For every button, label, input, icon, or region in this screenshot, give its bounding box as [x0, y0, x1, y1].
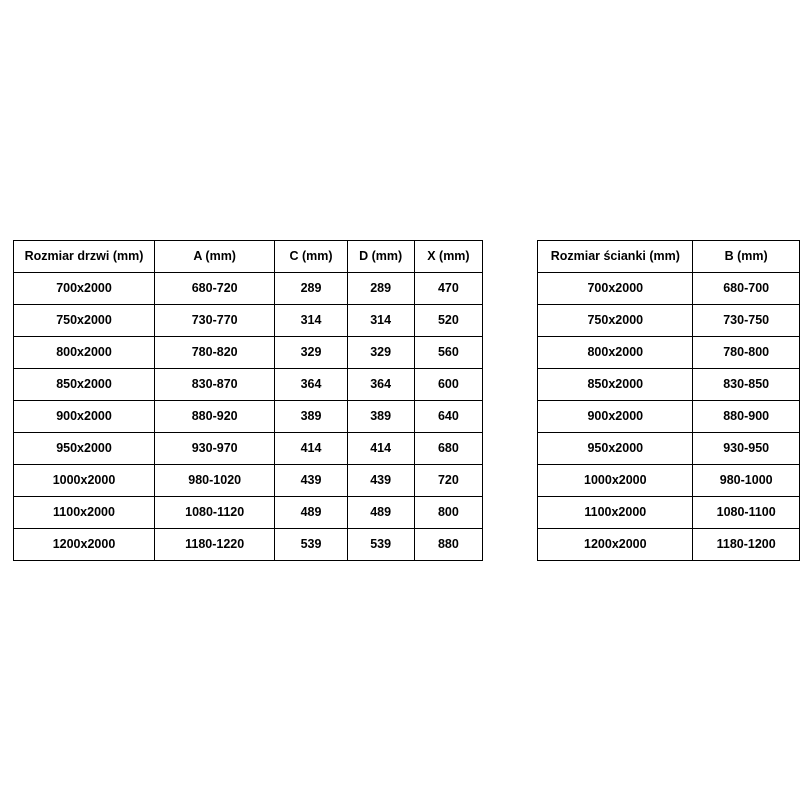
table-row [14, 369, 483, 401]
cell-b: 980-1000 [693, 465, 800, 497]
column-header-d: D (mm) [347, 241, 414, 273]
cell-door-size: 800x2000 [14, 337, 155, 369]
cell-wall-size: 700x2000 [538, 273, 693, 305]
cell-wall-size: 900x2000 [538, 401, 693, 433]
table-row [538, 337, 800, 369]
cell-a: 830-870 [155, 369, 275, 401]
cell-a: 1080-1120 [155, 497, 275, 529]
wall-dimension-table [537, 240, 800, 561]
cell-c: 364 [275, 369, 347, 401]
cell-d: 329 [347, 337, 414, 369]
cell-c: 489 [275, 497, 347, 529]
cell-a: 980-1020 [155, 465, 275, 497]
table-row [538, 433, 800, 465]
column-header-door-size: Rozmiar drzwi (mm) [14, 241, 155, 273]
table-row [14, 273, 483, 305]
cell-c: 439 [275, 465, 347, 497]
cell-b: 1080-1100 [693, 497, 800, 529]
cell-wall-size: 1100x2000 [538, 497, 693, 529]
cell-a: 1180-1220 [155, 529, 275, 561]
cell-wall-size: 950x2000 [538, 433, 693, 465]
table-row [538, 273, 800, 305]
cell-b: 830-850 [693, 369, 800, 401]
table-row [14, 401, 483, 433]
table-header-row [14, 241, 483, 273]
cell-door-size: 1000x2000 [14, 465, 155, 497]
cell-b: 680-700 [693, 273, 800, 305]
cell-c: 329 [275, 337, 347, 369]
cell-x: 680 [414, 433, 483, 465]
cell-wall-size: 1200x2000 [538, 529, 693, 561]
doors-dimension-table-block [13, 240, 483, 561]
doors-dimension-table [13, 240, 483, 561]
cell-d: 439 [347, 465, 414, 497]
cell-x: 640 [414, 401, 483, 433]
cell-door-size: 700x2000 [14, 273, 155, 305]
column-header-b: B (mm) [693, 241, 800, 273]
cell-x: 600 [414, 369, 483, 401]
wall-dimension-table-block [537, 240, 800, 561]
cell-c: 414 [275, 433, 347, 465]
cell-door-size: 850x2000 [14, 369, 155, 401]
table-row [538, 305, 800, 337]
cell-a: 930-970 [155, 433, 275, 465]
cell-c: 314 [275, 305, 347, 337]
cell-c: 539 [275, 529, 347, 561]
cell-d: 389 [347, 401, 414, 433]
cell-door-size: 950x2000 [14, 433, 155, 465]
column-header-a: A (mm) [155, 241, 275, 273]
cell-a: 680-720 [155, 273, 275, 305]
cell-d: 414 [347, 433, 414, 465]
cell-b: 1180-1200 [693, 529, 800, 561]
column-header-x: X (mm) [414, 241, 483, 273]
cell-x: 560 [414, 337, 483, 369]
cell-b: 880-900 [693, 401, 800, 433]
column-header-wall-size: Rozmiar ścianki (mm) [538, 241, 693, 273]
cell-wall-size: 800x2000 [538, 337, 693, 369]
cell-x: 720 [414, 465, 483, 497]
table-row [538, 369, 800, 401]
table-row [538, 529, 800, 561]
table-row [538, 497, 800, 529]
cell-x: 880 [414, 529, 483, 561]
table-row [14, 529, 483, 561]
cell-door-size: 1200x2000 [14, 529, 155, 561]
cell-d: 539 [347, 529, 414, 561]
cell-wall-size: 850x2000 [538, 369, 693, 401]
column-header-c: C (mm) [275, 241, 347, 273]
cell-b: 730-750 [693, 305, 800, 337]
table-row [14, 337, 483, 369]
cell-x: 800 [414, 497, 483, 529]
cell-d: 289 [347, 273, 414, 305]
table-row [14, 433, 483, 465]
cell-a: 780-820 [155, 337, 275, 369]
cell-wall-size: 1000x2000 [538, 465, 693, 497]
cell-c: 289 [275, 273, 347, 305]
cell-door-size: 900x2000 [14, 401, 155, 433]
cell-a: 730-770 [155, 305, 275, 337]
cell-a: 880-920 [155, 401, 275, 433]
cell-wall-size: 750x2000 [538, 305, 693, 337]
cell-door-size: 1100x2000 [14, 497, 155, 529]
table-row [14, 465, 483, 497]
cell-x: 470 [414, 273, 483, 305]
table-header-row [538, 241, 800, 273]
cell-b: 930-950 [693, 433, 800, 465]
tables-container [0, 240, 800, 561]
cell-c: 389 [275, 401, 347, 433]
cell-x: 520 [414, 305, 483, 337]
table-row [14, 497, 483, 529]
cell-b: 780-800 [693, 337, 800, 369]
table-row [538, 401, 800, 433]
cell-d: 314 [347, 305, 414, 337]
table-row [14, 305, 483, 337]
table-row [538, 465, 800, 497]
cell-d: 364 [347, 369, 414, 401]
cell-door-size: 750x2000 [14, 305, 155, 337]
cell-d: 489 [347, 497, 414, 529]
